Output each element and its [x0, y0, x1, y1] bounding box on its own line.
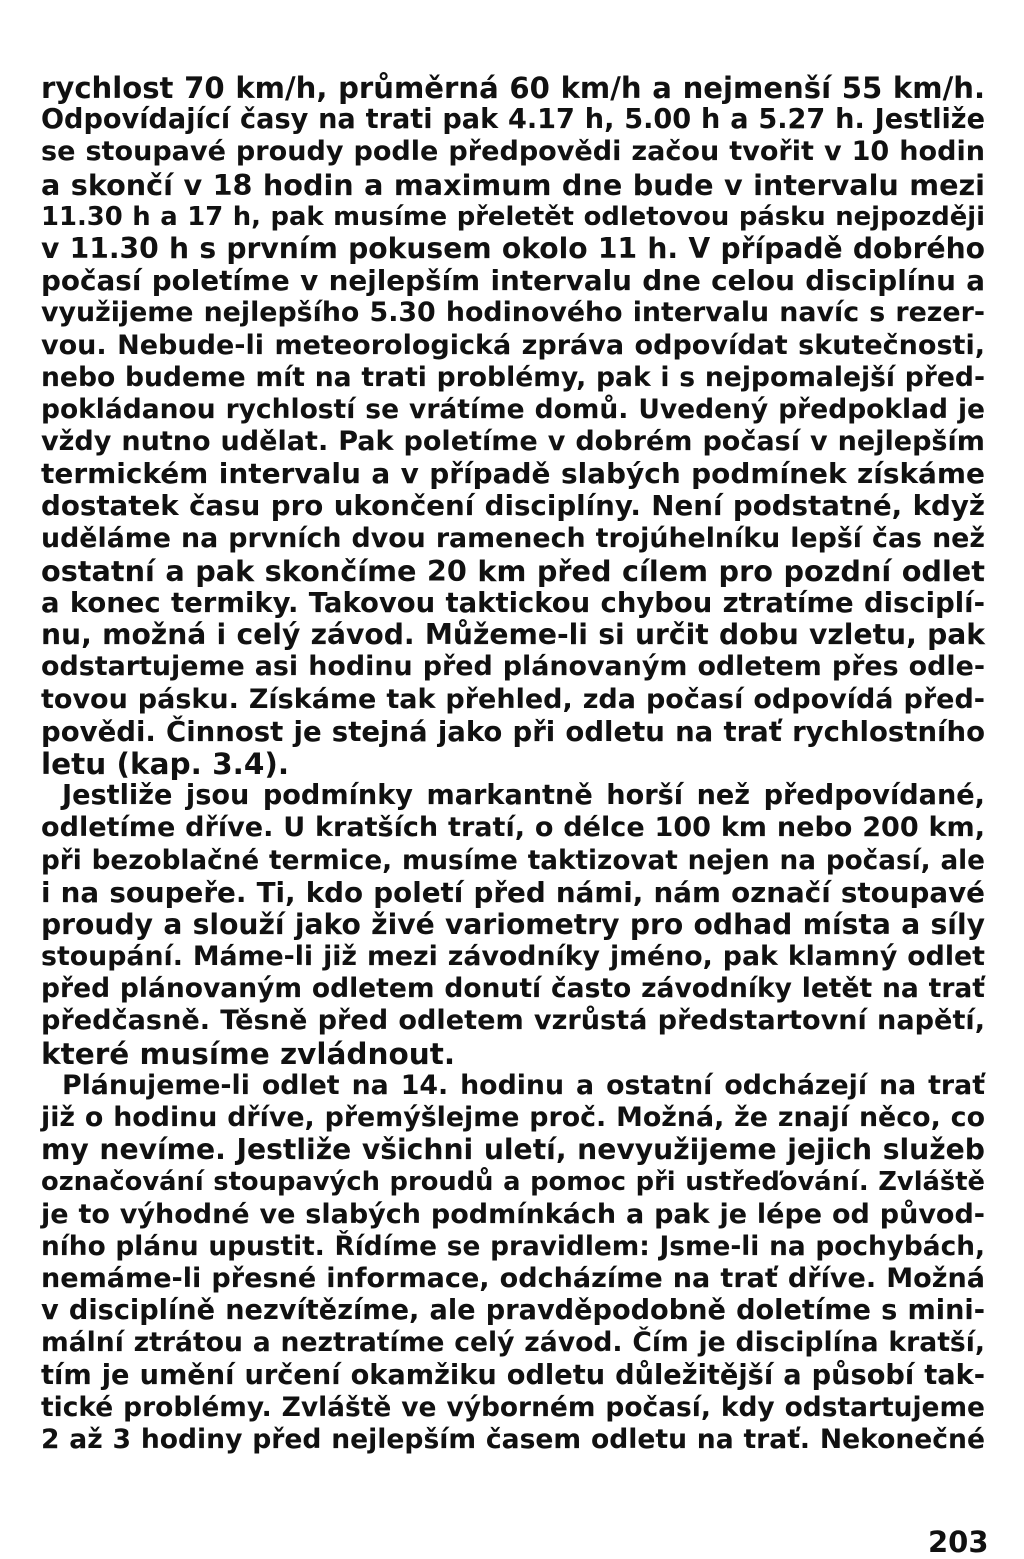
paragraph-2 [41, 780, 985, 1070]
text-line: my nevíme. Jestliže všichni uletí, nevyužijeme jejich služeb [41, 1133, 985, 1167]
text-line: ního plánu upustit. Řídíme se pravidlem: Jsme-li na pochybách, [41, 1231, 985, 1262]
text-line: předčasně. Těsně před odletem vzrůstá předstartovní napětí, [41, 1005, 985, 1037]
paragraph-3 [41, 1070, 985, 1456]
text-line: rychlost 70 km/h, průměrná 60 km/h a nejmenší 55 km/h. [41, 71, 985, 105]
text-line: tické problémy. Zvláště ve výborném počasí, kdy odstartujeme [41, 1391, 985, 1423]
text-line: Plánujeme-li odlet na 14. hodinu a ostatní odcházejí na trať [62, 1069, 985, 1101]
body-text [41, 72, 985, 1456]
text-line: 2 až 3 hodiny před nejlepším časem odletu na trať. Nekonečné [41, 1423, 985, 1455]
text-line: odletíme dříve. U kratších tratí, o délce 100 km nebo 200 km, [41, 812, 985, 844]
text-line: i na soupeře. Ti, kdo poletí před námi, nám označí stoupavé [41, 875, 985, 909]
text-line: ostatní a pak skončíme 20 km před cílem pro pozdní odlet [41, 553, 985, 588]
text-line: počasí poletíme v nejlepším intervalu dne celou disciplínu a [41, 264, 985, 298]
text-line: a skončí v 18 hodin a maximum dne bude v intervalu mezi [41, 167, 985, 202]
text-line: pokládanou rychlostí se vrátíme domů. Uvedený předpoklad je [41, 393, 985, 425]
text-line: již o hodinu dříve, přemýšlejme proč. Možná, že znají něco, co [41, 1102, 985, 1133]
text-line: v disciplíně nezvítězíme, ale pravděpodobně doletíme s mini- [41, 1295, 985, 1327]
text-line: tím je umění určení okamžiku odletu důležitější a působí tak- [41, 1359, 985, 1391]
text-line: se stoupavé proudy podle předpovědi začou tvořit v 10 hodin [41, 136, 985, 168]
text-line: letu (kap. 3.4). [41, 746, 290, 781]
text-line: stoupání. Máme-li již mezi závodníky jméno, pak klamný odlet [41, 941, 985, 973]
text-line: proudy a slouží jako živé variometry pro odhad místa a síly [41, 907, 985, 941]
text-line: povědi. Činnost je stejná jako při odletu na trať rychlostního [41, 715, 985, 748]
text-line: tovou pásku. Získáme tak přehled, zda počasí odpovídá před- [41, 683, 985, 715]
text-line: před plánovaným odletem donutí často závodníky letět na trať [41, 973, 985, 1005]
text-line: které musíme zvládnout. [41, 1036, 456, 1071]
text-line: odstartujeme asi hodinu před plánovaným odletem přes odle- [41, 651, 985, 683]
text-line: nebo budeme mít na trati problémy, pak i s nejpomalejší před- [41, 361, 985, 393]
text-line: označování stoupavých proudů a pomoc při ustřeďování. Zvláště [41, 1167, 985, 1198]
text-line: vždy nutno udělat. Pak poletíme v dobrém počasí v nejlepším [41, 426, 985, 458]
text-line: uděláme na prvních dvou ramenech trojúhelníku lepší čas než [41, 522, 985, 554]
text-line: mální ztrátou a neztratíme celý závod. Čím je disciplína kratší, [41, 1327, 985, 1359]
text-line: 11.30 h a 17 h, pak musíme přeletět odletovou pásku nejpozději [41, 201, 985, 232]
text-line: využijeme nejlepšího 5.30 hodinového intervalu navíc s rezer- [41, 297, 985, 329]
text-line: v 11.30 h s prvním pokusem okolo 11 h. V případě dobrého [41, 231, 985, 265]
text-line: dostatek času pro ukončení disciplíny. Není podstatné, když [41, 489, 985, 523]
text-line: Odpovídající časy na trati pak 4.17 h, 5.00 h a 5.27 h. Jestliže [41, 104, 985, 136]
text-line: vou. Nebude-li meteorologická zpráva odpovídat skutečnosti, [41, 329, 985, 361]
text-line: nu, možná i celý závod. Můžeme-li si určit dobu vzletu, pak [41, 618, 985, 652]
text-line: při bezoblačné termice, musíme taktizovat nejen na počasí, ale [41, 845, 985, 876]
text-line: je to výhodné ve slabých podmínkách a pak je lépe od původ- [41, 1198, 985, 1230]
paragraph-1 [41, 72, 985, 780]
text-line: Jestliže jsou podmínky markantně horší než předpovídané, [62, 780, 985, 812]
text-line: nemáme-li přesné informace, odcházíme na trať dříve. Možná [41, 1262, 985, 1294]
page-number: 203 [928, 1525, 989, 1559]
text-line: termickém intervalu a v případě slabých podmínek získáme [41, 457, 985, 491]
text-line: a konec termiky. Takovou taktickou chybou ztratíme disciplí- [41, 587, 985, 619]
